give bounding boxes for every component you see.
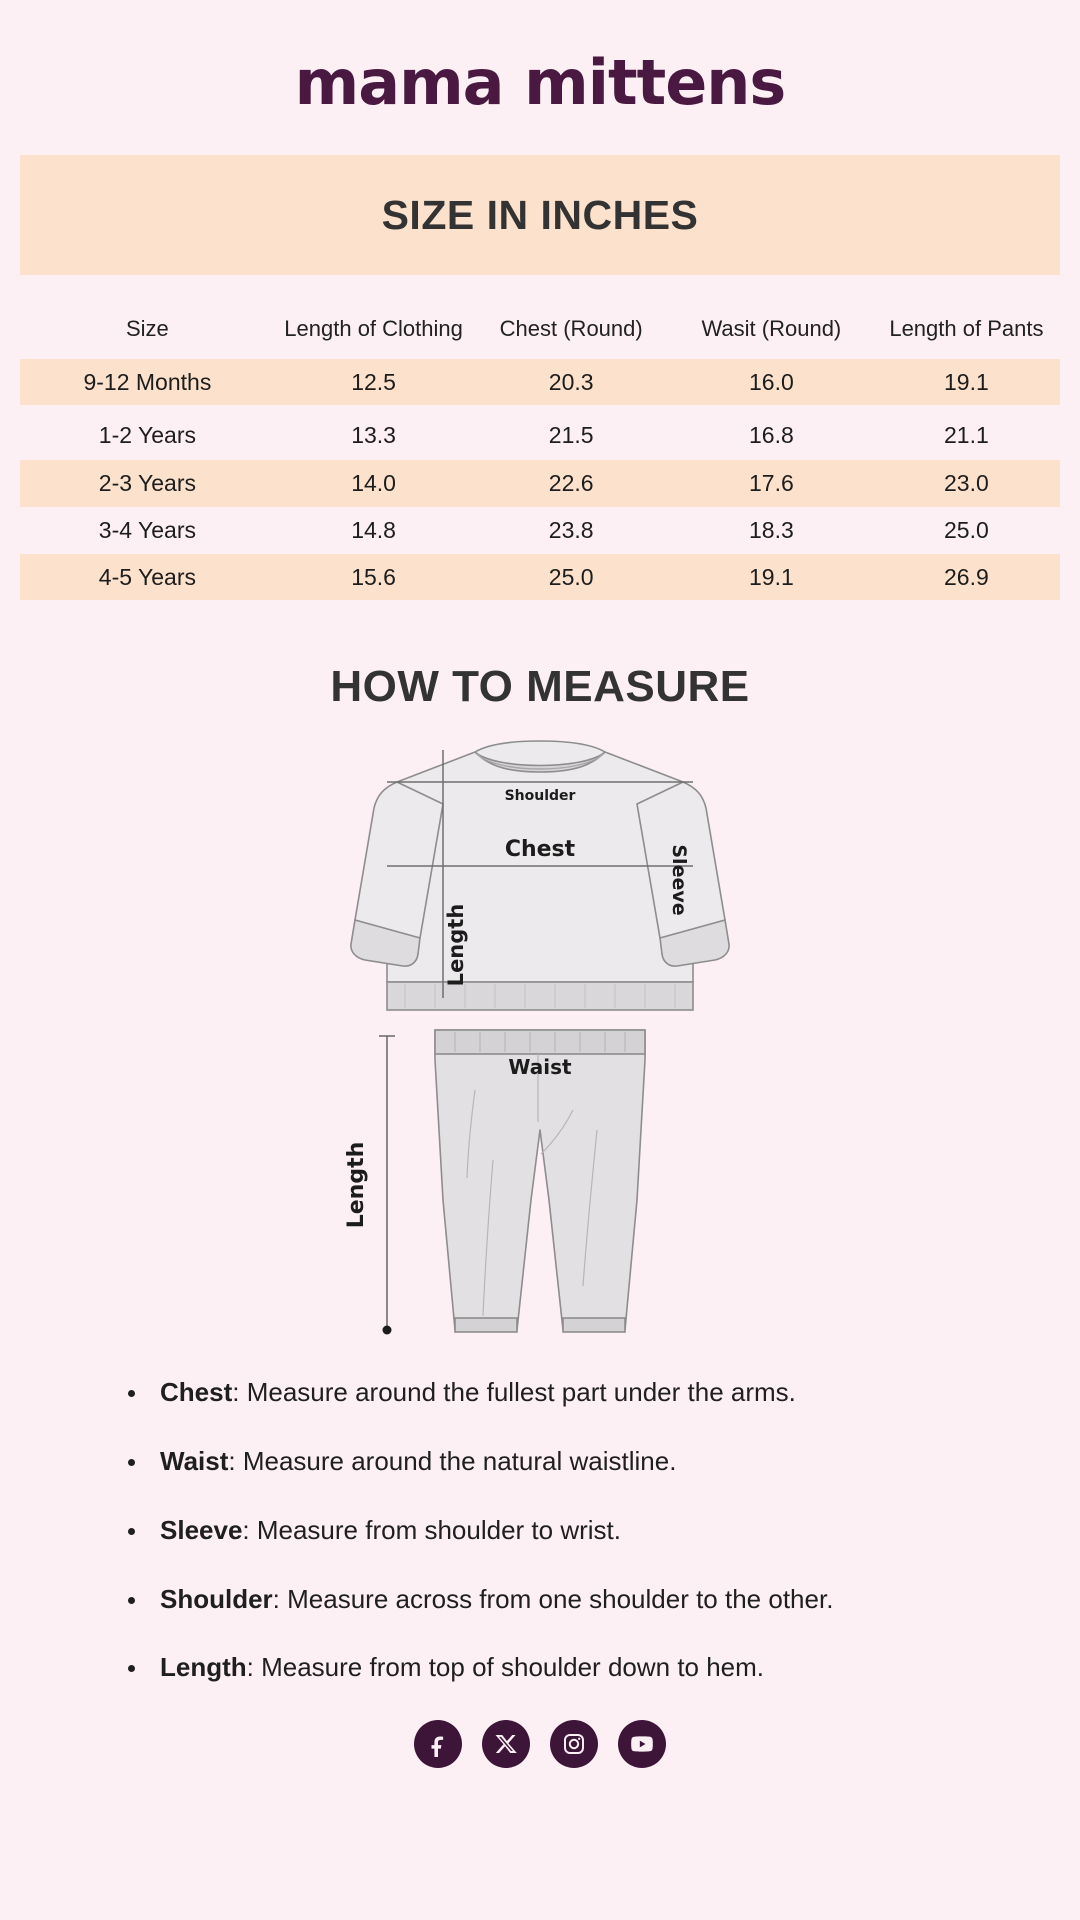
column-header-length-of-pants: Length of Pants (889, 316, 1044, 341)
size-in-inches-banner (20, 155, 1060, 275)
cell-size: 2-3 Years (98, 470, 196, 496)
cell-length-of-clothing: 12.5 (351, 368, 396, 395)
list-item (160, 1651, 1020, 1685)
instruction-term: Length (160, 1652, 247, 1683)
diagram-label-pants-length: Length (344, 1141, 369, 1229)
table-row (20, 405, 1060, 460)
social-links (0, 1720, 1080, 1768)
diagram-label-sleeve: Sleeve (668, 844, 690, 916)
diagram-label-shoulder: Shoulder (504, 788, 576, 805)
cell-size: 9-12 Months (83, 368, 212, 395)
table-row (20, 359, 1060, 406)
x-twitter-icon[interactable] (482, 1720, 530, 1768)
cell-length-of-clothing: 14.8 (351, 516, 396, 543)
cell-chest: 21.5 (548, 422, 594, 449)
cell-chest: 23.8 (548, 516, 594, 543)
how-to-measure-title: HOW TO MEASURE (330, 662, 750, 712)
instruction-text: : Measure around the fullest part under the arms. (232, 1377, 796, 1408)
instruction-term: Shoulder (160, 1583, 273, 1614)
cell-size: 1-2 Years (98, 422, 196, 449)
cell-chest: 20.3 (548, 368, 594, 395)
column-header-chest: Chest (Round) (499, 316, 643, 341)
table-row (20, 554, 1060, 601)
measurement-instructions-list (0, 1376, 1080, 1685)
size-table (20, 301, 1060, 600)
cell-waist: 18.3 (749, 516, 794, 543)
youtube-icon[interactable] (618, 1720, 666, 1768)
cell-waist: 19.1 (749, 563, 794, 590)
instruction-term: Chest (160, 1377, 233, 1408)
garment-illustration (325, 730, 755, 1350)
instruction-text: : Measure from top of shoulder down to hem. (246, 1652, 765, 1683)
cell-size: 4-5 Years (98, 563, 196, 590)
measure-endpoint-dot (383, 1326, 392, 1335)
size-table-head (20, 301, 1060, 359)
column-header-size: Size (126, 316, 169, 341)
cell-waist: 17.6 (749, 470, 794, 496)
diagram-label-top-length: Length (444, 903, 468, 987)
diagram-label-waist: Waist (508, 1055, 572, 1080)
instagram-icon[interactable] (550, 1720, 598, 1768)
facebook-icon[interactable] (414, 1720, 462, 1768)
cell-length-of-pants: 21.1 (944, 422, 989, 449)
cell-length-of-pants: 23.0 (944, 470, 989, 496)
banner-title: SIZE IN INCHES (381, 191, 699, 238)
cell-waist: 16.0 (749, 368, 794, 395)
instruction-text: : Measure around the natural waistline. (228, 1446, 677, 1477)
cell-chest: 22.6 (548, 470, 594, 496)
cell-length-of-clothing: 14.0 (351, 470, 396, 496)
cell-length-of-clothing: 13.3 (351, 422, 396, 449)
cell-length-of-pants: 25.0 (944, 516, 989, 543)
instruction-text: : Measure across from one shoulder to the other. (272, 1583, 834, 1614)
column-header-length-of-clothing: Length of Clothing (284, 316, 463, 341)
size-table-container (20, 275, 1060, 600)
cell-chest: 25.0 (548, 563, 594, 590)
list-item (160, 1514, 1020, 1548)
cell-size: 3-4 Years (98, 516, 196, 543)
list-item (160, 1445, 1020, 1479)
cell-waist: 16.8 (749, 422, 794, 449)
size-table-body (20, 359, 1060, 601)
list-item (160, 1376, 1020, 1410)
instruction-term: Waist (160, 1446, 229, 1477)
table-header-row (20, 301, 1060, 359)
measurement-diagram-container (0, 730, 1080, 1350)
list-item (160, 1583, 1020, 1617)
brand-logo: mama mittens (294, 46, 786, 119)
diagram-label-chest: Chest (504, 837, 576, 863)
cell-length-of-pants: 26.9 (944, 563, 989, 590)
cell-length-of-pants: 19.1 (944, 368, 989, 395)
brand-header (0, 0, 1080, 119)
table-row (20, 460, 1060, 507)
cell-length-of-clothing: 15.6 (351, 563, 396, 590)
table-row (20, 507, 1060, 554)
instruction-text: : Measure from shoulder to wrist. (242, 1514, 621, 1545)
column-header-waist: Wasit (Round) (701, 316, 842, 341)
instruction-term: Sleeve (160, 1514, 243, 1545)
